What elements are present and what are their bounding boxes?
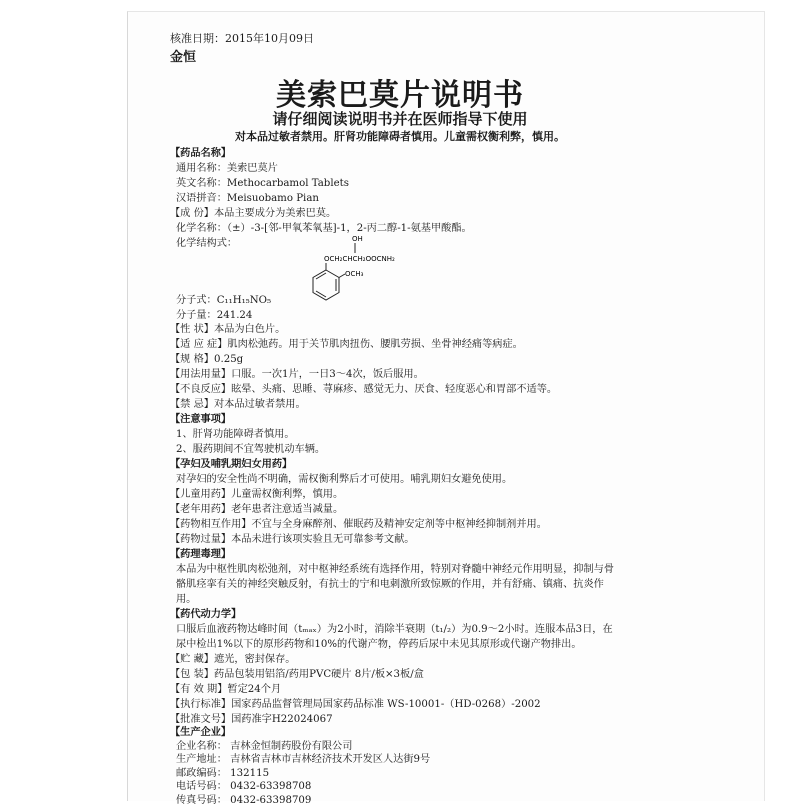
section-drug-name: 【药品名称】 <box>170 148 232 159</box>
company-name: 企业名称： 吉林金恒制药股份有限公司 <box>176 740 353 752</box>
pinyin-name: 汉语拼音：Meisuobamo Pian <box>176 193 319 204</box>
section-contraindications: 【禁 忌】对本品过敏者禁用。 <box>170 399 306 410</box>
section-validity: 【有 效 期】暂定24个月 <box>170 684 282 695</box>
section-interactions: 【药物相互作用】不宜与全身麻醉剂、催眠药及精神安定剂等中枢神经抑制剂并用。 <box>170 519 547 530</box>
section-overdose: 【药物过量】本品未进行该项实验且无可靠参考文献。 <box>170 534 415 545</box>
section-pediatric: 【儿童用药】儿童需权衡利弊，慎用。 <box>170 489 344 500</box>
company-address: 生产地址： 吉林省吉林市吉林经济技术开发区人达街9号 <box>176 754 431 766</box>
section-geriatric: 【老年用药】老年患者注意适当减量。 <box>170 504 344 515</box>
section-specification: 【规 格】0.25g <box>170 354 244 365</box>
section-adverse-reactions: 【不良反应】眩晕、头痛、思睡、荨麻疹、感觉无力、厌食、轻度恶心和胃部不适等。 <box>170 384 558 395</box>
section-pharmacology: 【药理毒理】 <box>170 549 232 560</box>
document-title: 美索巴莫片说明书 <box>276 78 524 113</box>
postal-code: 邮政编码： 132115 <box>176 767 270 779</box>
document-subtitle: 请仔细阅读说明书并在医师指导下使用 <box>272 110 528 128</box>
section-indications: 【适 应 症】肌肉松弛药。用于关节肌肉扭伤、腰肌劳损、坐骨神经痛等病症。 <box>170 339 523 350</box>
section-properties: 【性 状】本品为白色片。 <box>170 324 286 335</box>
generic-name: 通用名称：美索巴莫片 <box>176 163 278 174</box>
section-approval-number: 【批准文号】国药准字H22024067 <box>170 714 333 725</box>
approval-date: 核准日期：2015年10月09日 <box>170 32 314 45</box>
section-pregnancy: 【孕妇及哺乳期妇女用药】 <box>170 459 293 470</box>
brand-logo: 金恒 <box>170 50 197 65</box>
precaution-item-1: 1、肝肾功能障碍者慎用。 <box>176 429 295 440</box>
structure-diagram <box>312 232 432 304</box>
section-composition: 【成 份】本品主要成分为美索巴莫。 <box>170 208 337 219</box>
phone-number: 电话号码： 0432-63398708 <box>176 781 312 793</box>
pregnancy-text: 对孕妇的安全性尚不明确，需权衡利弊后才可使用。哺乳期妇女避免使用。 <box>176 474 513 485</box>
warning-notice: 对本品过敏者禁用。肝肾功能障碍者慎用。儿童需权衡利弊，慎用。 <box>235 130 565 143</box>
pharmacokinetics-text: 口服后血液药物达峰时间（tₘₐₓ）为2小时，消除半衰期（t₁/₂）为0.9～2小时。连服本品3日，在尿中检出1%以下的原形药物和10%的代谢产物，停药后尿中未见其原形或代谢产物排出。 <box>176 624 613 650</box>
section-standard: 【执行标准】国家药品监督管理局国家药品标准 WS-10001-（HD-0268）-2002 <box>170 699 541 710</box>
section-manufacturer: 【生产企业】 <box>170 727 232 738</box>
molecular-weight: 分子量：241.24 <box>176 310 253 321</box>
chemical-structure <box>312 232 432 308</box>
section-pharmacokinetics: 【药代动力学】 <box>170 609 242 620</box>
section-precautions: 【注意事项】 <box>170 414 232 425</box>
chemical-structure-label: 化学结构式： <box>176 238 238 249</box>
pharmacology-text: 本品为中枢性肌肉松弛剂，对中枢神经系统有选择作用，特别对脊髓中神经元作用明显，抑制与骨骼肌痉挛有关的神经突触反射，有抗士的宁和电刺激所致惊厥的作用，并有舒痛、镇痛、抗炎作用。 <box>176 564 615 605</box>
fax-number: 传真号码： 0432-63398709 <box>176 795 312 806</box>
chain-label: OCH₂CHCH₂OOCNH₂ <box>324 255 395 263</box>
molecular-formula: 分子式：C₁₁H₁₅NO₅ <box>176 295 272 306</box>
hydroxyl-label: OH <box>352 235 363 243</box>
english-name: 英文名称：Methocarbamol Tablets <box>176 178 349 189</box>
precaution-item-2: 2、服药期间不宜驾驶机动车辆。 <box>176 444 326 455</box>
methoxy-label: OCH₃ <box>345 270 364 278</box>
chemical-name: 化学名称：（±）-3-[邻-甲氧苯氧基]-1，2-丙二醇-1-氨基甲酸酯。 <box>176 223 472 234</box>
section-storage: 【贮 藏】遮光，密封保存。 <box>170 654 296 665</box>
section-dosage: 【用法用量】口服。一次1片，一日3～4次，饭后服用。 <box>170 369 424 380</box>
section-package: 【包 装】药品包装用铝箔/药用PVC硬片 8片/板×3板/盒 <box>170 669 424 680</box>
